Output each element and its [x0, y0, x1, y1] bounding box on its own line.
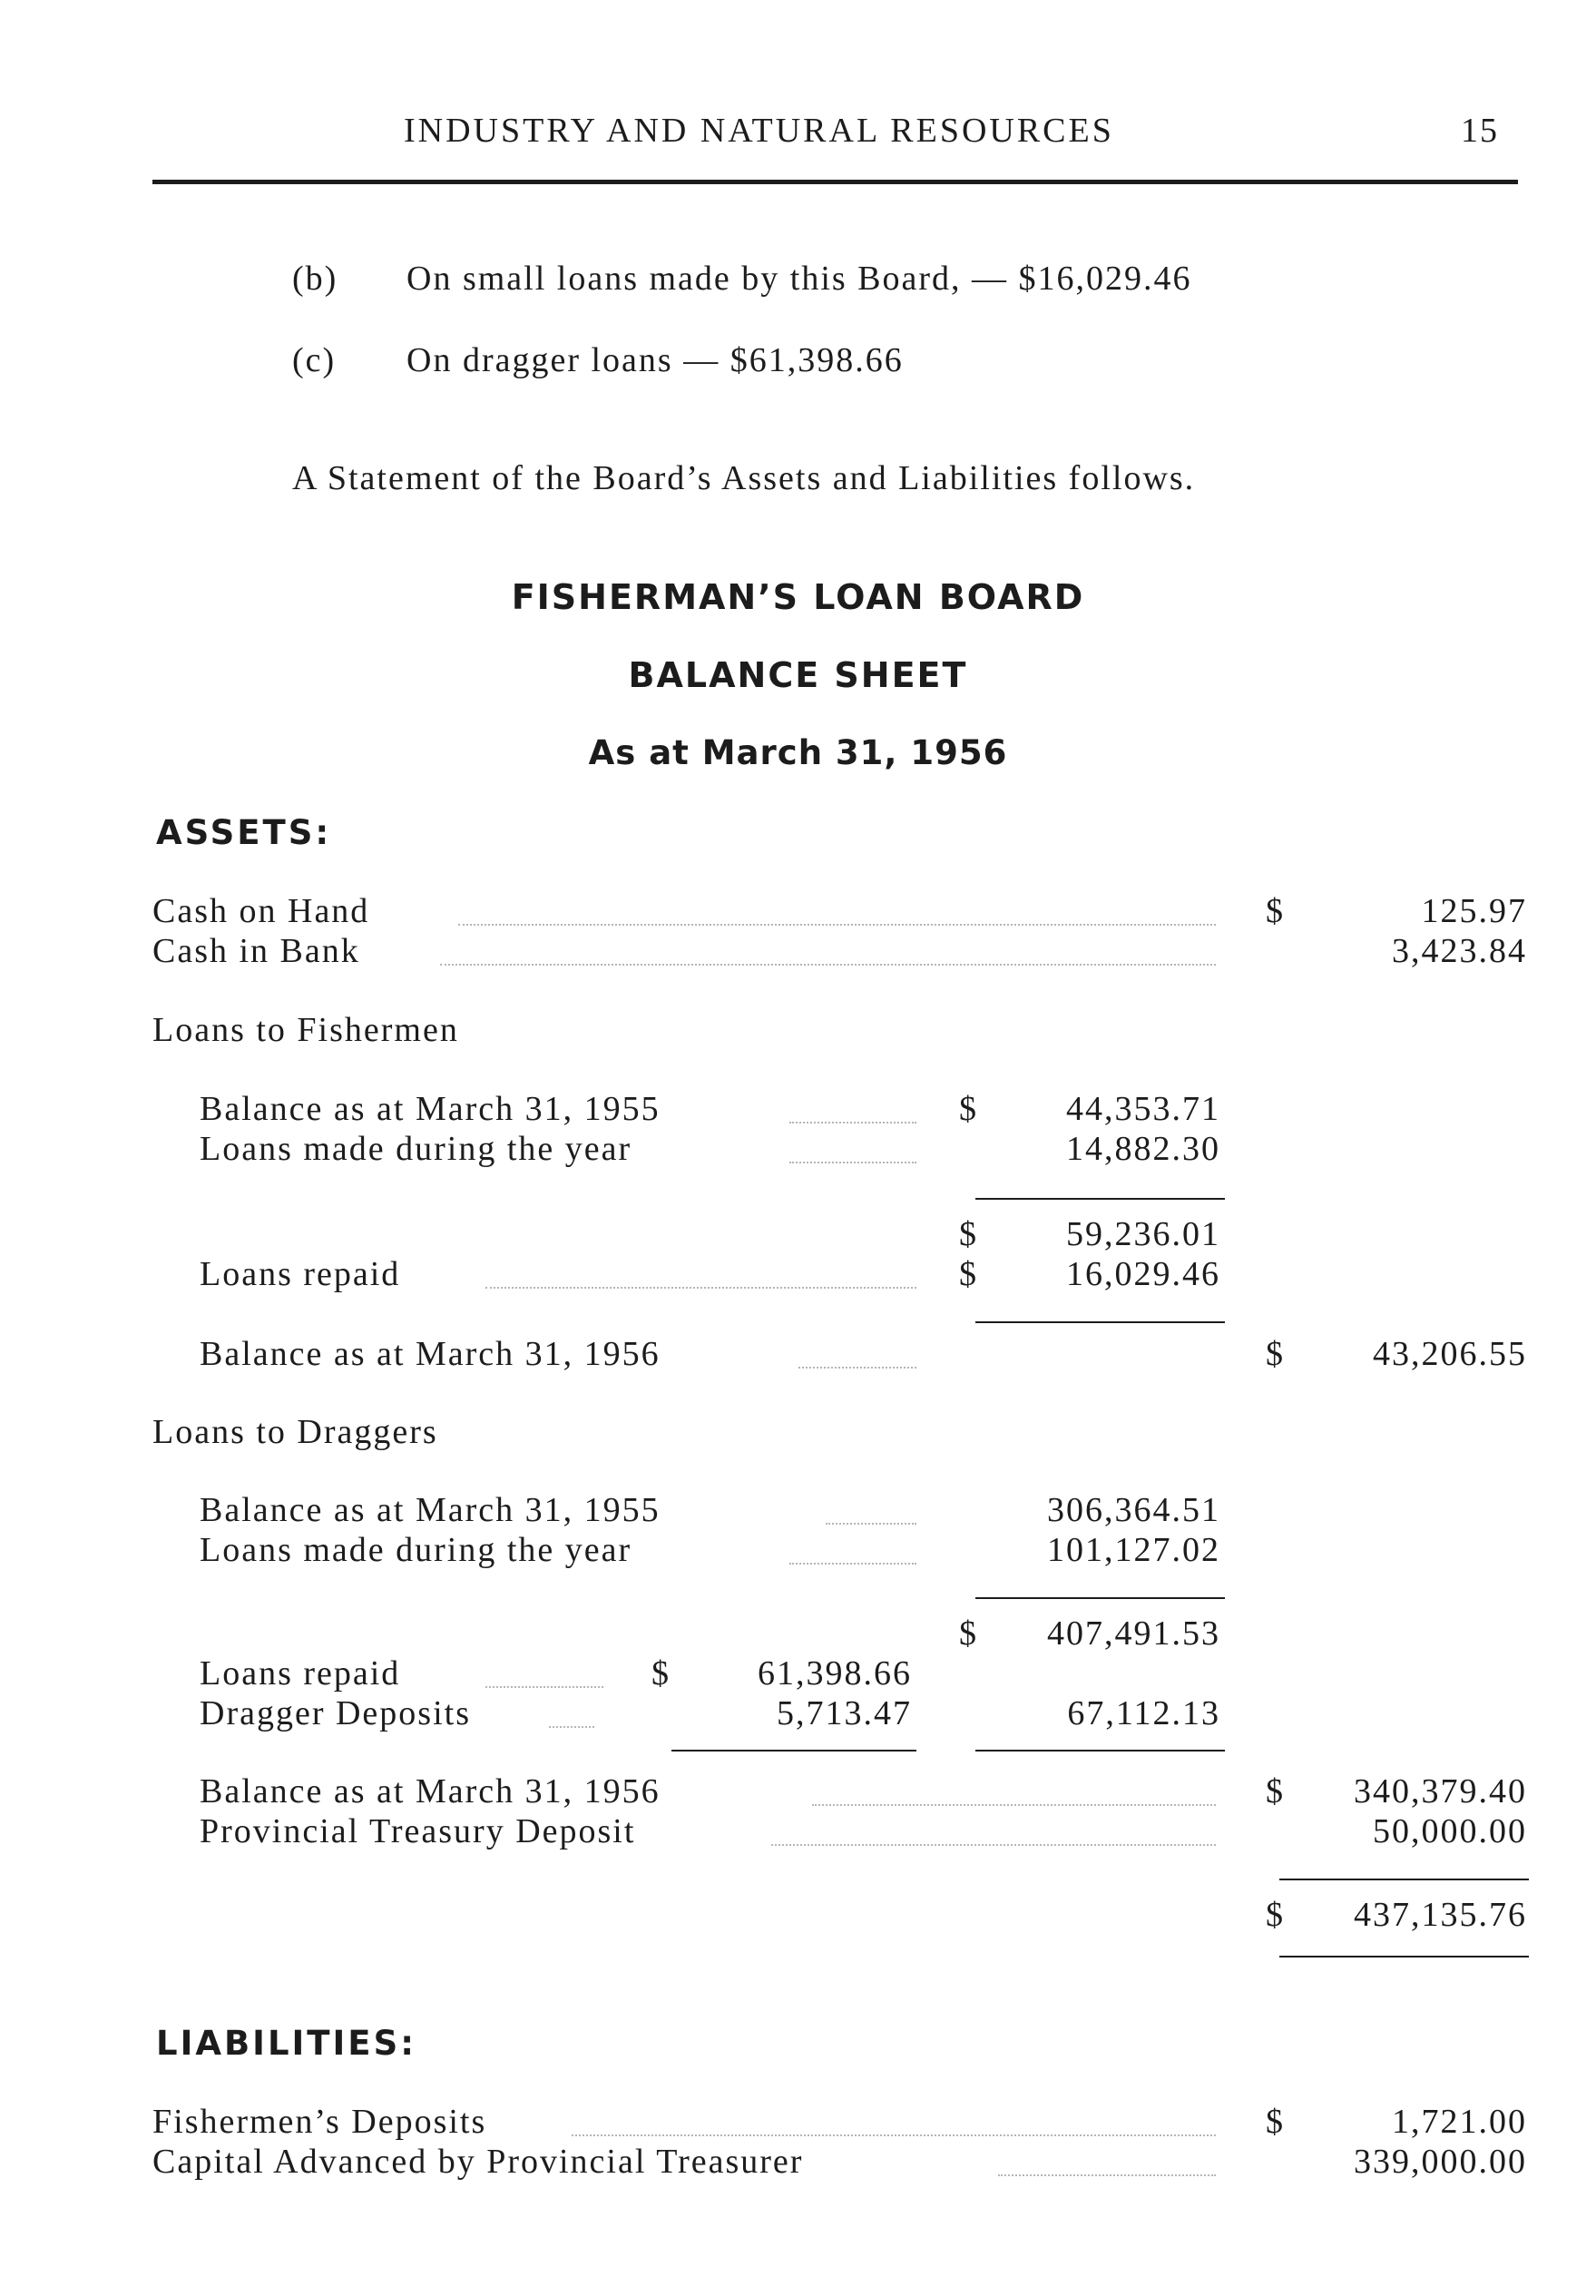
fishermen-loans-made-value: 14,882.30	[1066, 1130, 1220, 1168]
sum-rule	[975, 1597, 1225, 1599]
draggers-balance-1956-value: 340,379.40	[1354, 1772, 1527, 1810]
cash-on-hand-value: 125.97	[1421, 892, 1527, 930]
leader-dots	[789, 1563, 916, 1565]
capital-advanced-value: 339,000.00	[1354, 2143, 1527, 2181]
fishermen-subtotal-value: 59,236.01	[1066, 1215, 1220, 1253]
total-rule	[1279, 1956, 1529, 1957]
fishermen-balance-1956-value: 43,206.55	[1373, 1335, 1527, 1373]
document-title: BALANCE SHEET	[628, 655, 968, 695]
item-b-label: (b)	[292, 260, 338, 298]
fishermen-balance-1956-label: Balance as at March 31, 1956	[200, 1335, 661, 1373]
draggers-balance-1955-value: 306,364.51	[1047, 1491, 1220, 1529]
org-title: FISHERMAN’S LOAN BOARD	[511, 577, 1085, 617]
sum-rule	[975, 1750, 1225, 1751]
leader-dots	[789, 1122, 916, 1123]
running-header-title: INDUSTRY AND NATURAL RESOURCES	[404, 112, 1114, 150]
leader-dots	[440, 964, 1216, 966]
total-assets-value: 437,135.76	[1354, 1896, 1527, 1934]
leader-dots	[549, 1726, 594, 1728]
treasury-deposit-label: Provincial Treasury Deposit	[200, 1812, 636, 1850]
leader-dots	[458, 924, 1216, 926]
sum-rule	[671, 1750, 916, 1751]
fishermen-balance-1955-value: 44,353.71	[1066, 1090, 1220, 1128]
dollar-sign: $	[959, 1090, 978, 1128]
draggers-loans-made-value: 101,127.02	[1047, 1531, 1220, 1569]
fishermen-balance-1955-label: Balance as at March 31, 1955	[200, 1090, 661, 1128]
leader-dots	[485, 1686, 603, 1688]
date-title: As at March 31, 1956	[588, 733, 1008, 772]
draggers-deductions-value: 67,112.13	[1067, 1694, 1220, 1732]
dragger-deposits-label: Dragger Deposits	[200, 1694, 471, 1732]
draggers-repaid-value: 61,398.66	[758, 1654, 912, 1693]
draggers-loans-made-label: Loans made during the year	[200, 1531, 632, 1569]
leader-dots	[812, 1804, 1216, 1806]
dollar-sign: $	[959, 1614, 978, 1653]
capital-advanced-label: Capital Advanced by Provincial Treasurer	[152, 2143, 804, 2181]
dollar-sign: $	[1266, 2103, 1285, 2141]
statement-line: A Statement of the Board’s Assets and Liabilities follows.	[292, 459, 1196, 497]
draggers-balance-1956-label: Balance as at March 31, 1956	[200, 1772, 661, 1810]
dollar-sign: $	[959, 1255, 978, 1293]
dragger-deposits-value: 5,713.47	[777, 1694, 912, 1732]
fishermens-deposits-value: 1,721.00	[1392, 2103, 1527, 2141]
leader-dots	[572, 2134, 1216, 2136]
dollar-sign: $	[1266, 1335, 1285, 1373]
assets-heading: ASSETS:	[156, 813, 332, 852]
leader-dots	[998, 2174, 1216, 2176]
liabilities-heading: LIABILITIES:	[156, 2024, 417, 2063]
item-c-label: (c)	[292, 341, 337, 379]
draggers-balance-1955-label: Balance as at March 31, 1955	[200, 1491, 661, 1529]
cash-in-bank-value: 3,423.84	[1392, 932, 1527, 970]
item-c-text: On dragger loans — $61,398.66	[406, 341, 904, 379]
draggers-repaid-label: Loans repaid	[200, 1654, 401, 1693]
sum-rule	[975, 1321, 1225, 1323]
leader-dots	[789, 1162, 916, 1163]
dollar-sign: $	[1266, 892, 1285, 930]
fishermens-deposits-label: Fishermen’s Deposits	[152, 2103, 487, 2141]
cash-in-bank-label: Cash in Bank	[152, 932, 360, 970]
treasury-deposit-value: 50,000.00	[1373, 1812, 1527, 1850]
fishermen-repaid-value: 16,029.46	[1066, 1255, 1220, 1293]
cash-on-hand-label: Cash on Hand	[152, 892, 370, 930]
sum-rule	[1279, 1879, 1529, 1880]
dollar-sign: $	[651, 1654, 671, 1693]
dollar-sign: $	[1266, 1772, 1285, 1810]
dollar-sign: $	[1266, 1896, 1285, 1934]
leader-dots	[798, 1367, 916, 1369]
leader-dots	[826, 1523, 916, 1525]
page-number: 15	[1461, 112, 1499, 150]
item-b-text: On small loans made by this Board, — $16,029.46	[406, 260, 1192, 298]
sum-rule	[975, 1198, 1225, 1200]
dollar-sign: $	[959, 1215, 978, 1253]
draggers-subtotal-value: 407,491.53	[1047, 1614, 1220, 1653]
leader-dots	[771, 1844, 1216, 1846]
draggers-loans-heading: Loans to Draggers	[152, 1413, 438, 1451]
fishermen-repaid-label: Loans repaid	[200, 1255, 401, 1293]
leader-dots	[485, 1287, 916, 1289]
header-rule	[152, 180, 1518, 184]
fishermen-loans-heading: Loans to Fishermen	[152, 1011, 459, 1049]
fishermen-loans-made-label: Loans made during the year	[200, 1130, 632, 1168]
